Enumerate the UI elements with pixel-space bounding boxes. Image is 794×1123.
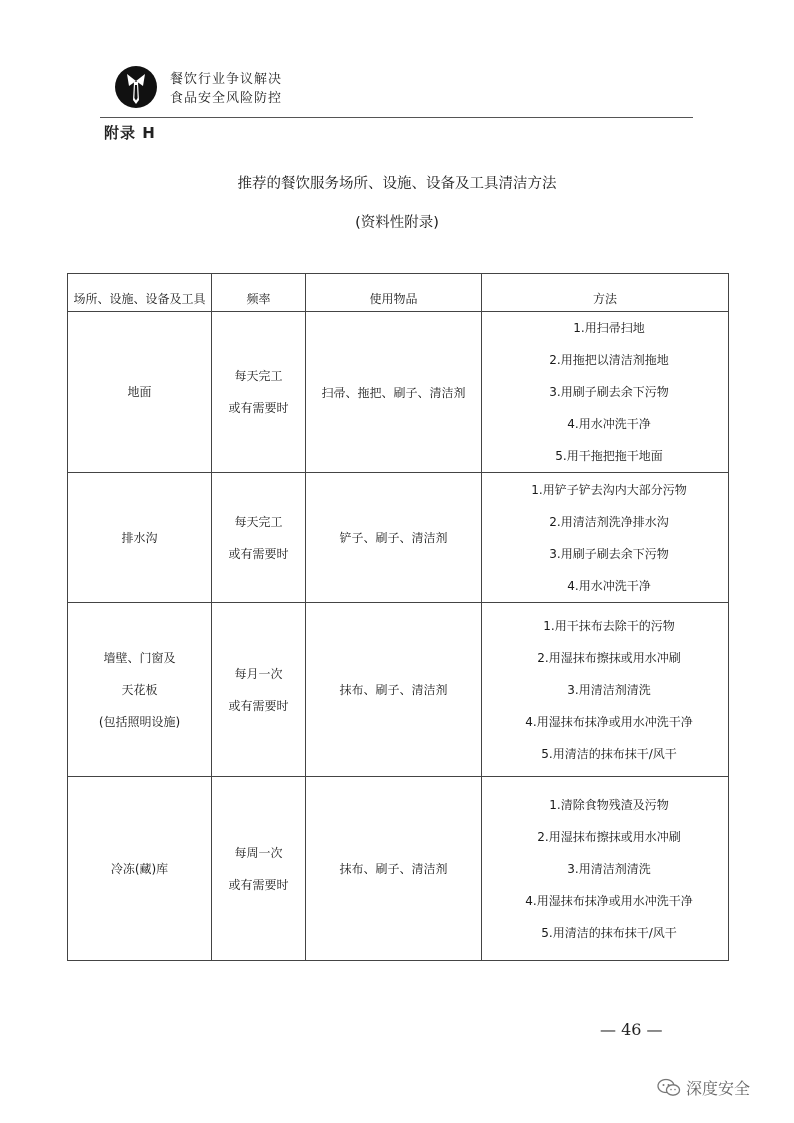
table-row <box>68 777 729 961</box>
header-line-2: 食品安全风险防控 <box>170 91 283 106</box>
watermark <box>657 1076 750 1099</box>
method-step: 1.用扫帚扫地 <box>573 321 645 335</box>
page-subtitle: (资料性附录) <box>355 215 439 231</box>
method-step: 1.清除食物残渣及污物 <box>549 797 669 812</box>
place-text: (包括照明设施) <box>98 714 181 729</box>
frequency-text: 每周一次 <box>234 845 283 860</box>
header-org-name <box>170 70 282 108</box>
method-step: 4.用水冲洗干净 <box>567 417 651 431</box>
method-step: 2.用拖把以清洁剂拖地 <box>549 353 669 367</box>
page-number: — 46 — <box>600 1020 663 1039</box>
method-step: 2.用清洁剂洗净排水沟 <box>549 514 669 529</box>
cleaning-methods-table <box>67 273 729 961</box>
method-step: 2.用湿抹布擦抹或用水冲刷 <box>537 650 681 665</box>
page-title: 推荐的餐饮服务场所、设施、设备及工具清洁方法 <box>237 176 557 192</box>
table-header-row <box>68 274 729 312</box>
frequency-text: 每月一次 <box>234 666 283 681</box>
frequency-text: 或有需要时 <box>228 401 289 415</box>
place-cell <box>68 312 212 473</box>
place-text: 天花板 <box>121 682 158 697</box>
method-step: 3.用清洁剂清洗 <box>567 861 651 876</box>
appendix-label: 附录 H <box>104 124 156 142</box>
items-cell: 抹布、刷子、清洁剂 <box>306 777 482 961</box>
method-step: 5.用干拖把拖干地面 <box>555 449 663 463</box>
place-text: 地面 <box>127 385 152 399</box>
column-header-method: 方法 <box>482 274 729 312</box>
method-step: 5.用清洁的抹布抹干/风干 <box>541 746 677 761</box>
method-step: 4.用湿抹布抹净或用水冲洗干净 <box>525 893 693 908</box>
column-header-frequency: 频率 <box>212 274 306 312</box>
frequency-text: 每天完工 <box>234 514 283 529</box>
method-step: 1.用干抹布去除干的污物 <box>543 618 675 633</box>
method-step: 4.用水冲洗干净 <box>567 578 651 593</box>
items-cell: 扫帚、拖把、刷子、清洁剂 <box>306 312 482 473</box>
column-header-items: 使用物品 <box>306 274 482 312</box>
method-cell <box>482 312 729 473</box>
watermark-text: 深度安全 <box>686 1079 751 1098</box>
method-step: 3.用清洁剂清洗 <box>567 682 651 697</box>
items-cell: 抹布、刷子、清洁剂 <box>306 603 482 777</box>
place-text: 冷冻(藏)库 <box>110 861 169 876</box>
frequency-cell <box>212 777 306 961</box>
wechat-icon <box>657 1078 681 1098</box>
method-step: 5.用清洁的抹布抹干/风干 <box>541 925 677 940</box>
frequency-cell <box>212 312 306 473</box>
frequency-text: 或有需要时 <box>228 546 289 561</box>
method-step: 3.用刷子刷去余下污物 <box>549 385 669 399</box>
frequency-text: 或有需要时 <box>228 698 289 713</box>
method-cell <box>482 473 729 603</box>
method-step: 4.用湿抹布抹净或用水冲洗干净 <box>525 714 693 729</box>
column-header-place: 场所、设施、设备及工具 <box>68 274 212 312</box>
method-step: 2.用湿抹布擦抹或用水冲刷 <box>537 829 681 844</box>
table-row <box>68 312 729 473</box>
frequency-text: 每天完工 <box>234 369 283 383</box>
table-row <box>68 603 729 777</box>
method-cell <box>482 777 729 961</box>
place-cell <box>68 603 212 777</box>
header-divider <box>100 117 693 118</box>
place-text: 墙壁、门窗及 <box>103 650 176 665</box>
place-cell <box>68 473 212 603</box>
method-step: 1.用铲子铲去沟内大部分污物 <box>531 482 687 497</box>
method-step: 3.用刷子刷去余下污物 <box>549 546 669 561</box>
header-line-1: 餐饮行业争议解决 <box>170 72 283 87</box>
frequency-cell <box>212 603 306 777</box>
method-cell <box>482 603 729 777</box>
items-cell: 铲子、刷子、清洁剂 <box>306 473 482 603</box>
place-cell <box>68 777 212 961</box>
tie-logo-icon <box>113 64 159 110</box>
table-row <box>68 473 729 603</box>
place-text: 排水沟 <box>121 530 158 545</box>
frequency-text: 或有需要时 <box>228 877 289 892</box>
frequency-cell <box>212 473 306 603</box>
